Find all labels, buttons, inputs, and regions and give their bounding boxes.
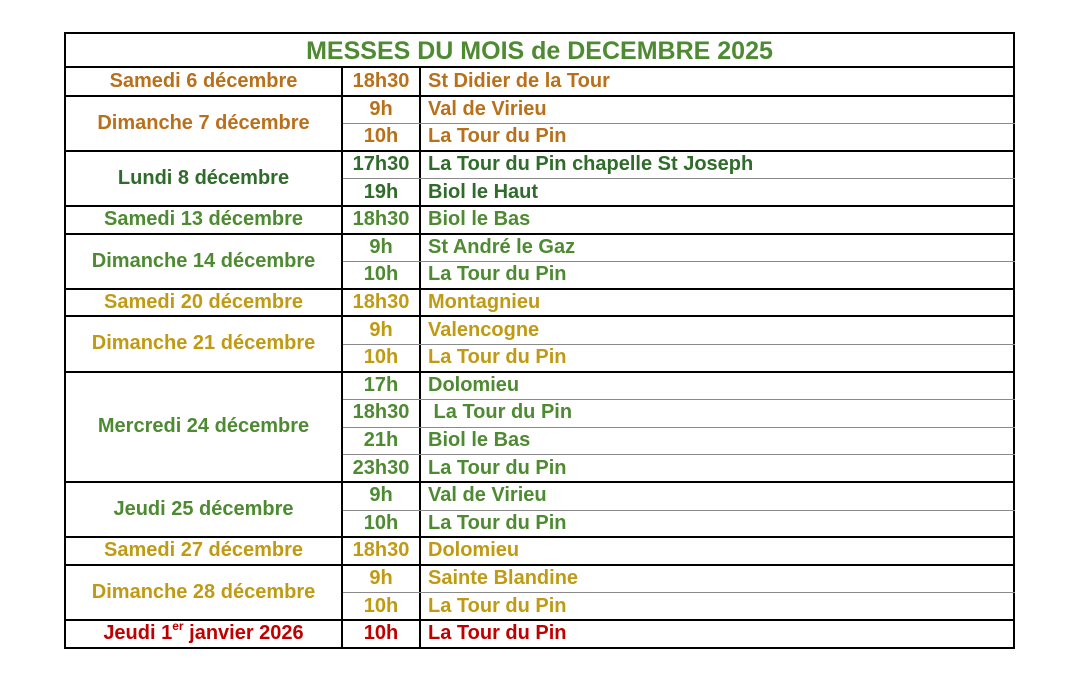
day-cell [66, 316, 343, 371]
row-divider [343, 178, 1015, 179]
mass-time: 18h30 [343, 537, 421, 565]
group-divider [66, 564, 1015, 566]
mass-place: Val de Virieu [428, 484, 547, 507]
group-divider [66, 95, 1015, 97]
day-label: Dimanche 21 décembre [91, 332, 316, 355]
group-divider [66, 619, 1015, 621]
group-divider [66, 315, 1015, 317]
group-divider [66, 481, 1015, 483]
mass-place: La Tour du Pin chapelle St Joseph [428, 153, 754, 176]
mass-place: Val de Virieu [428, 97, 547, 120]
day-label: Samedi 13 décembre [104, 208, 303, 231]
row-divider [343, 261, 1015, 262]
mass-place: Dolomieu [428, 373, 520, 396]
day-cell [66, 289, 343, 317]
mass-place: Biol le Bas [428, 208, 531, 231]
mass-time: 9h [343, 96, 421, 124]
ordinal-suffix: er [172, 620, 184, 633]
row-divider [343, 399, 1015, 400]
day-label: Samedi 27 décembre [104, 539, 303, 562]
mass-place: La Tour du Pin [428, 622, 567, 645]
group-divider [66, 205, 1015, 207]
day-cell [66, 151, 343, 206]
mass-place: La Tour du Pin [428, 511, 567, 534]
mass-time: 10h [343, 123, 421, 151]
mass-time: 10h [343, 261, 421, 289]
day-cell [66, 537, 343, 565]
mass-time: 19h [343, 178, 421, 206]
mass-time: 10h [343, 510, 421, 538]
mass-time: 18h30 [343, 289, 421, 317]
mass-time: 9h [343, 316, 421, 344]
day-label: Dimanche 7 décembre [97, 111, 310, 134]
mass-time: 18h30 [343, 206, 421, 234]
day-cell [66, 372, 343, 482]
mass-place: La Tour du Pin [428, 401, 573, 424]
group-divider [66, 150, 1015, 152]
mass-time: 18h30 [343, 399, 421, 427]
group-divider [66, 536, 1015, 538]
mass-time: 17h [343, 372, 421, 400]
day-cell [66, 565, 343, 620]
mass-time: 9h [343, 482, 421, 510]
mass-time: 18h30 [343, 68, 421, 96]
mass-time: 17h30 [343, 151, 421, 179]
mass-time: 10h [343, 592, 421, 620]
mass-place: Montagnieu [428, 291, 541, 314]
mass-time: 10h [343, 344, 421, 372]
mass-place: Valencogne [428, 318, 540, 341]
mass-place: La Tour du Pin [428, 263, 567, 286]
row-divider [343, 427, 1015, 428]
day-label: Mercredi 24 décembre [97, 415, 310, 438]
group-divider [66, 233, 1015, 235]
mass-place: La Tour du Pin [428, 594, 567, 617]
day-cell [66, 68, 343, 96]
row-divider [343, 123, 1015, 124]
mass-time: 10h [343, 620, 421, 648]
mass-place: Dolomieu [428, 539, 520, 562]
day-cell [66, 206, 343, 234]
mass-time: 21h [343, 427, 421, 455]
row-divider [343, 344, 1015, 345]
day-label [103, 622, 303, 645]
mass-place: St André le Gaz [428, 235, 576, 258]
mass-place: La Tour du Pin [428, 456, 567, 479]
mass-schedule-table [64, 32, 1015, 649]
row-divider [343, 454, 1015, 455]
mass-place: Sainte Blandine [428, 567, 579, 590]
day-cell [66, 482, 343, 537]
mass-place: La Tour du Pin [428, 346, 567, 369]
group-divider [66, 371, 1015, 373]
day-label: Lundi 8 décembre [117, 166, 290, 189]
day-label-part: janvier 2026 [183, 622, 304, 645]
day-label: Samedi 6 décembre [109, 70, 298, 93]
mass-place: La Tour du Pin [428, 125, 567, 148]
day-cell [66, 234, 343, 289]
mass-place: St Didier de la Tour [428, 70, 610, 93]
day-label: Samedi 20 décembre [104, 291, 303, 314]
mass-place: Biol le Haut [428, 180, 539, 203]
day-label: Dimanche 14 décembre [91, 249, 316, 272]
mass-time: 23h30 [343, 454, 421, 482]
mass-place: Biol le Bas [428, 429, 531, 452]
day-label-part: Jeudi 1 [103, 622, 173, 645]
day-label: Dimanche 28 décembre [91, 580, 316, 603]
row-divider [343, 510, 1015, 511]
day-label: Jeudi 25 décembre [113, 498, 294, 521]
mass-time: 9h [343, 234, 421, 262]
day-cell [66, 620, 343, 648]
mass-time: 9h [343, 565, 421, 593]
row-divider [343, 592, 1015, 593]
day-cell [66, 96, 343, 151]
table-title: MESSES DU MOIS de DECEMBRE 2025 [66, 34, 1013, 68]
group-divider [66, 288, 1015, 290]
